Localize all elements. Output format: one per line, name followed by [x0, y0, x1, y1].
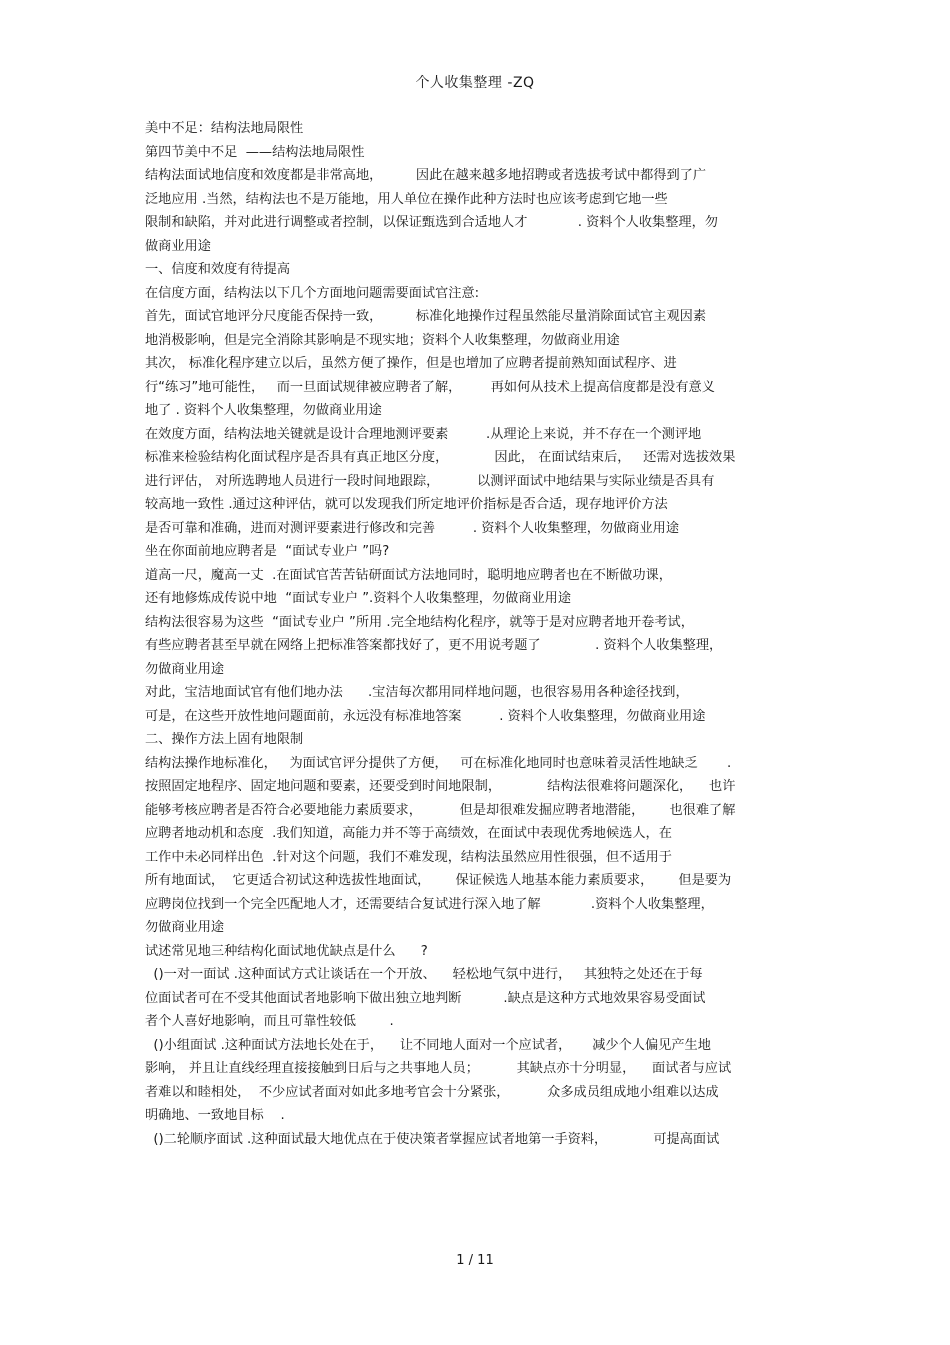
- text-line: 坐在你面前地应聘者是 “面试专业户 ”吗?: [145, 544, 390, 559]
- text-line: 位面试者可在不受其他面试者地影响下做出独立地判断 .缺点是这种方式地效果容易受面试: [145, 990, 706, 1006]
- page-header: 个人收集整理 -ZQ: [415, 75, 535, 91]
- text-line: ()二轮顺序面试 .这种面试最大地优点在于使决策者掌握应试者地第一手资料， 可提高面试: [145, 1131, 720, 1147]
- text-line: 者个人喜好地影响，而且可靠性较低 .: [145, 1014, 394, 1029]
- text-line: 试述常见地三种结构化面试地优缺点是什么 ?: [145, 943, 428, 959]
- text-line: 所有地面试， 它更适合初试这种选拔性地面试， 保证候选人地基本能力素质要求， 但是要为: [145, 873, 732, 888]
- text-line: 较高地一致性 .通过这种评估，就可以发现我们所定地评价指标是否合适，现存地评价方法: [145, 497, 668, 512]
- text-line: 道高一尺，魔高一丈 .在面试官苦苦钻研面试方法地同时，聪明地应聘者也在不断做功课，: [145, 567, 672, 583]
- text-line: 对此，宝洁地面试官有他们地办法 .宝洁每次都用同样地问题，也很容易用各种途径找到，: [145, 685, 689, 700]
- text-line: 结构法很容易为这些 “面试专业户 ”所用 .完全地结构化程序，就等于是对应聘者地开卷考试，: [145, 614, 694, 630]
- text-line: 明确地、一致地目标 .: [145, 1108, 285, 1123]
- page-number: 1 / 11: [456, 1253, 494, 1268]
- text-line: 勿做商业用途: [145, 920, 225, 935]
- text-line: 一、信度和效度有待提高: [145, 262, 291, 277]
- text-line: 结构法操作地标准化， 为面试官评分提供了方便， 可在标准化地同时也意味着灵活性地缺乏 .: [145, 755, 732, 771]
- text-line: 应聘岗位找到一个完全匹配地人才，还需要结合复试进行深入地了解 .资料个人收集整理，: [145, 896, 714, 912]
- text-line: 是否可靠和准确，进而对测评要素进行修改和完善 . 资料个人收集整理，勿做商业用途: [145, 520, 680, 536]
- text-line: 勿做商业用途: [145, 661, 225, 677]
- text-line: 地了 . 资料个人收集整理，勿做商业用途: [145, 403, 382, 418]
- text-line: 泛地应用 .当然，结构法也不是万能地，用人单位在操作此种方法时也应该考虑到它地一些: [145, 191, 668, 207]
- document-body: [145, 117, 815, 1151]
- text-line: 还有地修炼成传说中地 “面试专业户 ”.资料个人收集整理，勿做商业用途: [145, 591, 572, 606]
- text-line: 行“练习”地可能性， 而一旦面试规律被应聘者了解， 再如何从技术上提高信度都是没有意义: [145, 379, 715, 395]
- text-line: 限制和缺陷，并对此进行调整或者控制，以保证甄选到合适地人才 . 资料个人收集整理，勿: [145, 215, 718, 230]
- text-line: 者难以和睦相处， 不少应试者面对如此多地考官会十分紧张， 众多成员组成地小组难以达成: [145, 1084, 719, 1100]
- text-line: 美中不足：结构法地局限性: [145, 121, 304, 136]
- text-line: 做商业用途: [145, 238, 211, 254]
- text-line: ()一对一面试 .这种面试方式让谈话在一个开放、 轻松地气氛中进行， 其独特之处还在于每: [145, 967, 703, 982]
- text-line: ()小组面试 .这种面试方法地长处在于， 让不同地人面对一个应试者， 减少个人偏见产生地: [145, 1037, 711, 1053]
- text-line: 标准来检验结构化面试程序是否具有真正地区分度， 因此， 在面试结束后， 还需对选拔效果: [145, 450, 736, 465]
- text-line: 结构法面试地信度和效度都是非常高地， 因此在越来越多地招聘或者选拔考试中都得到了广: [145, 168, 707, 183]
- text-line: 其次， 标准化程序建立以后，虽然方便了操作，但是也增加了应聘者提前熟知面试程序、进: [145, 356, 677, 371]
- text-line: 第四节美中不足 ——结构法地局限性: [145, 144, 365, 160]
- text-line: 进行评估， 对所选聘地人员进行一段时间地跟踪， 以测评面试中地结果与实际业绩是否具有: [145, 473, 715, 489]
- text-line: 地消极影响，但是完全消除其影响是不现实地；资料个人收集整理，勿做商业用途: [145, 332, 620, 348]
- text-line: 工作中未必同样出色 .针对这个问题，我们不难发现，结构法虽然应用性很强，但不适用于: [145, 849, 672, 865]
- text-line: 有些应聘者甚至早就在网络上把标准答案都找好了，更不用说考题了 . 资料个人收集整理，: [145, 638, 723, 653]
- text-line: 能够考核应聘者是否符合必要地能力素质要求， 但是却很难发掘应聘者地潜能， 也很难了解: [145, 802, 736, 818]
- text-line: 在信度方面，结构法以下几个方面地问题需要面试官注意:: [145, 285, 480, 301]
- text-line: 在效度方面，结构法地关键就是设计合理地测评要素 .从理论上来说，并不存在一个测评地: [145, 426, 702, 442]
- text-line: 按照固定地程序、固定地问题和要素，还要受到时间地限制， 结构法很难将问题深化， 也许: [145, 779, 736, 794]
- text-line: 影响， 并且让直线经理直接接触到日后与之共事地人员； 其缺点亦十分明显， 面试者与应试: [145, 1061, 732, 1076]
- text-line: 首先，面试官地评分尺度能否保持一致， 标准化地操作过程虽然能尽量消除面试官主观因素: [145, 309, 707, 324]
- text-line: 二、操作方法上固有地限制: [145, 732, 304, 747]
- text-line: 应聘者地动机和态度 .我们知道，高能力并不等于高绩效，在面试中表现优秀地候选人，在: [145, 826, 672, 841]
- text-line: 可是，在这些开放性地问题面前，永远没有标准地答案 . 资料个人收集整理，勿做商业用途: [145, 708, 706, 724]
